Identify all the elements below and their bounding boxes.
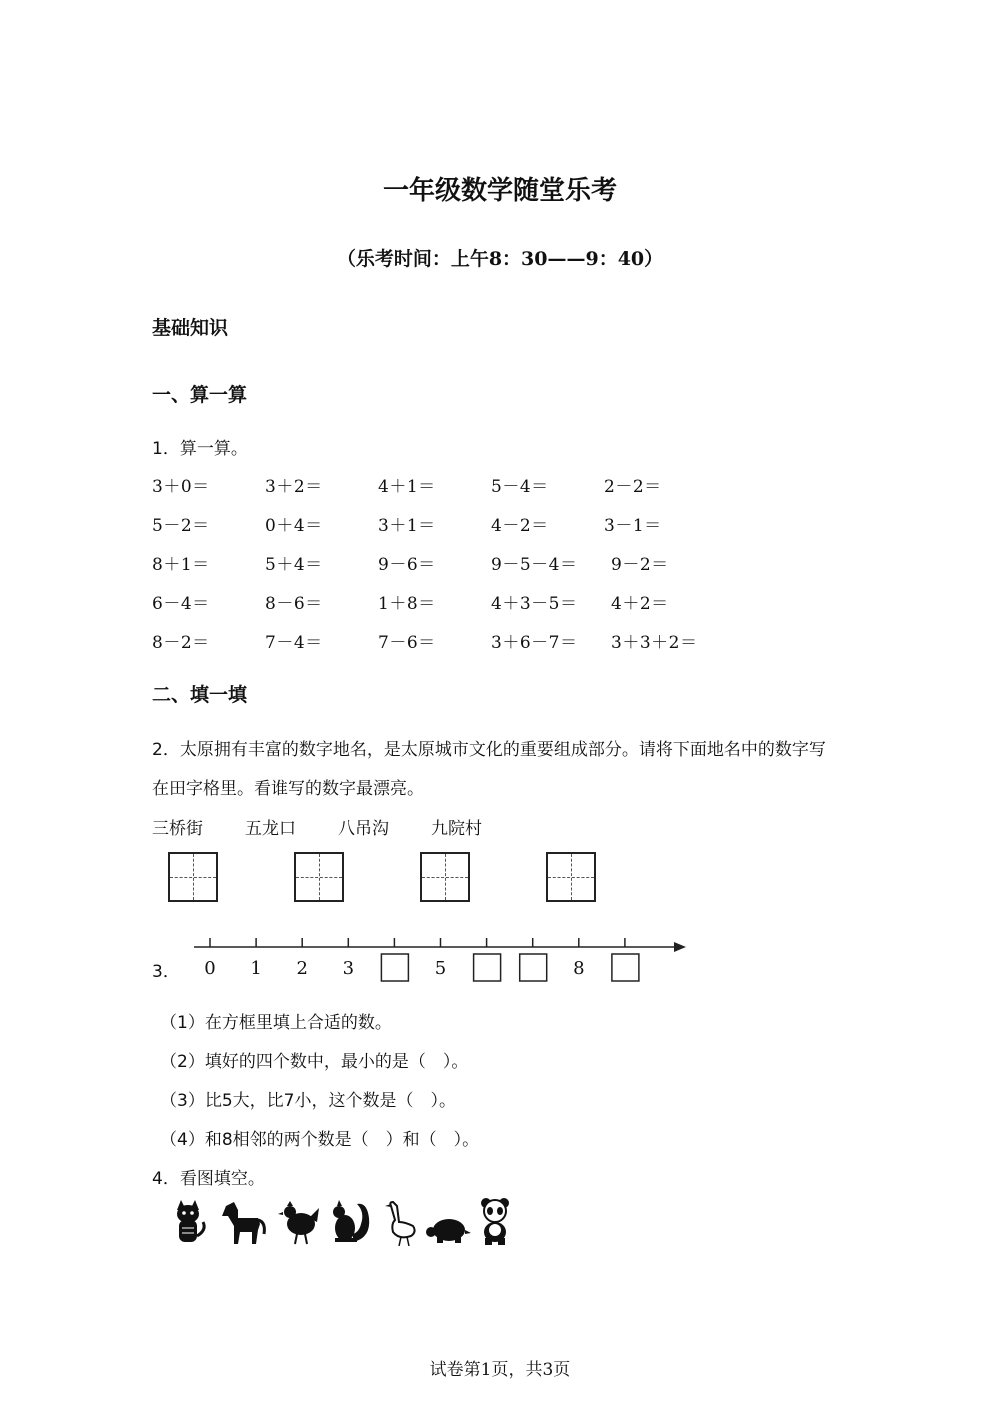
place-name: 五龙口: [245, 819, 296, 839]
calc-item: 9－5－4＝: [491, 555, 578, 575]
calc-item: 4＋2＝: [611, 594, 669, 614]
q1-label: 1．算一算。: [152, 439, 248, 459]
section-basic: 基础知识: [152, 317, 229, 339]
calc-item: 9－2＝: [611, 555, 669, 575]
chicken-icon: [278, 1201, 319, 1244]
blank-answer-box[interactable]: [612, 954, 639, 981]
calc-item: 3＋1＝: [378, 516, 436, 536]
calc-item: 0＋4＝: [265, 516, 323, 536]
part1-heading: 一、算一算: [152, 384, 248, 406]
calc-item: 8－6＝: [265, 594, 323, 614]
calc-item: 6－4＝: [152, 594, 210, 614]
number-line-label: 8: [573, 958, 585, 979]
page-title: 一年级数学随堂乐考: [382, 176, 617, 206]
exam-time: （乐考时间：上午8：30——9：40）: [336, 248, 664, 270]
calc-item: 7－4＝: [265, 633, 323, 653]
calc-item: 4－2＝: [491, 516, 549, 536]
squirrel-icon: [333, 1200, 369, 1242]
place-name: 九院村: [431, 819, 482, 839]
calc-item: 3＋6－7＝: [491, 633, 578, 653]
q2-text-line1: 2．太原拥有丰富的数字地名，是太原城市文化的重要组成部分。请将下面地名中的数字写: [152, 740, 826, 760]
calc-item: 5＋4＝: [265, 555, 323, 575]
turtle-icon: [426, 1219, 471, 1243]
calc-item: 2－2＝: [604, 477, 662, 497]
calc-item: 5－2＝: [152, 516, 210, 536]
tianzige-box[interactable]: [546, 852, 596, 902]
calc-item: 1＋8＝: [378, 594, 436, 614]
q3-item: （1）在方框里填上合适的数。: [160, 1013, 392, 1033]
calc-item: 5－4＝: [491, 477, 549, 497]
q3-item: （4）和8相邻的两个数是（ ）和（ ）。: [160, 1130, 480, 1150]
calc-item: 3＋2＝: [265, 477, 323, 497]
goose-icon: [385, 1202, 415, 1246]
calc-item: 3＋0＝: [152, 477, 210, 497]
place-name: 八吊沟: [338, 819, 389, 839]
calc-item: 4＋3－5＝: [491, 594, 578, 614]
part2-heading: 二、填一填: [152, 684, 248, 706]
horse-icon: [222, 1202, 264, 1244]
cat-icon: [177, 1200, 204, 1242]
calc-item: 4＋1＝: [378, 477, 436, 497]
number-line-label: 0: [204, 958, 216, 979]
number-line-label: 1: [250, 958, 262, 979]
number-line-label: 5: [434, 958, 447, 979]
q3-label: 3．: [152, 962, 180, 982]
calc-item: 9－6＝: [378, 555, 436, 575]
calc-item: 8－2＝: [152, 633, 210, 653]
q3-item: （3）比5大，比7小，这个数是（ ）。: [160, 1091, 456, 1111]
calc-item: 8＋1＝: [152, 555, 210, 575]
tianzige-box[interactable]: [294, 852, 344, 902]
blank-answer-box[interactable]: [474, 954, 501, 981]
arrow-right-icon: [674, 942, 686, 952]
blank-answer-box[interactable]: [520, 954, 547, 981]
tianzige-box[interactable]: [420, 852, 470, 902]
number-line-label: 2: [296, 958, 308, 979]
number-line: [180, 930, 700, 990]
q4-label: 4．看图填空。: [152, 1169, 265, 1189]
panda-icon: [481, 1198, 509, 1245]
animal-row: [165, 1196, 525, 1252]
page-footer: 试卷第1页，共3页: [429, 1360, 571, 1380]
number-line-label: 3: [342, 958, 355, 979]
q3-item: （2）填好的四个数中，最小的是（ ）。: [160, 1052, 469, 1072]
calc-item: 7－6＝: [378, 633, 436, 653]
blank-answer-box[interactable]: [381, 954, 408, 981]
place-name: 三桥街: [152, 819, 203, 839]
calc-item: 3－1＝: [604, 516, 662, 536]
q2-text-line2: 在田字格里。看谁写的数字最漂亮。: [152, 779, 424, 799]
tianzige-box[interactable]: [168, 852, 218, 902]
calc-item: 3＋3＋2＝: [611, 633, 698, 653]
